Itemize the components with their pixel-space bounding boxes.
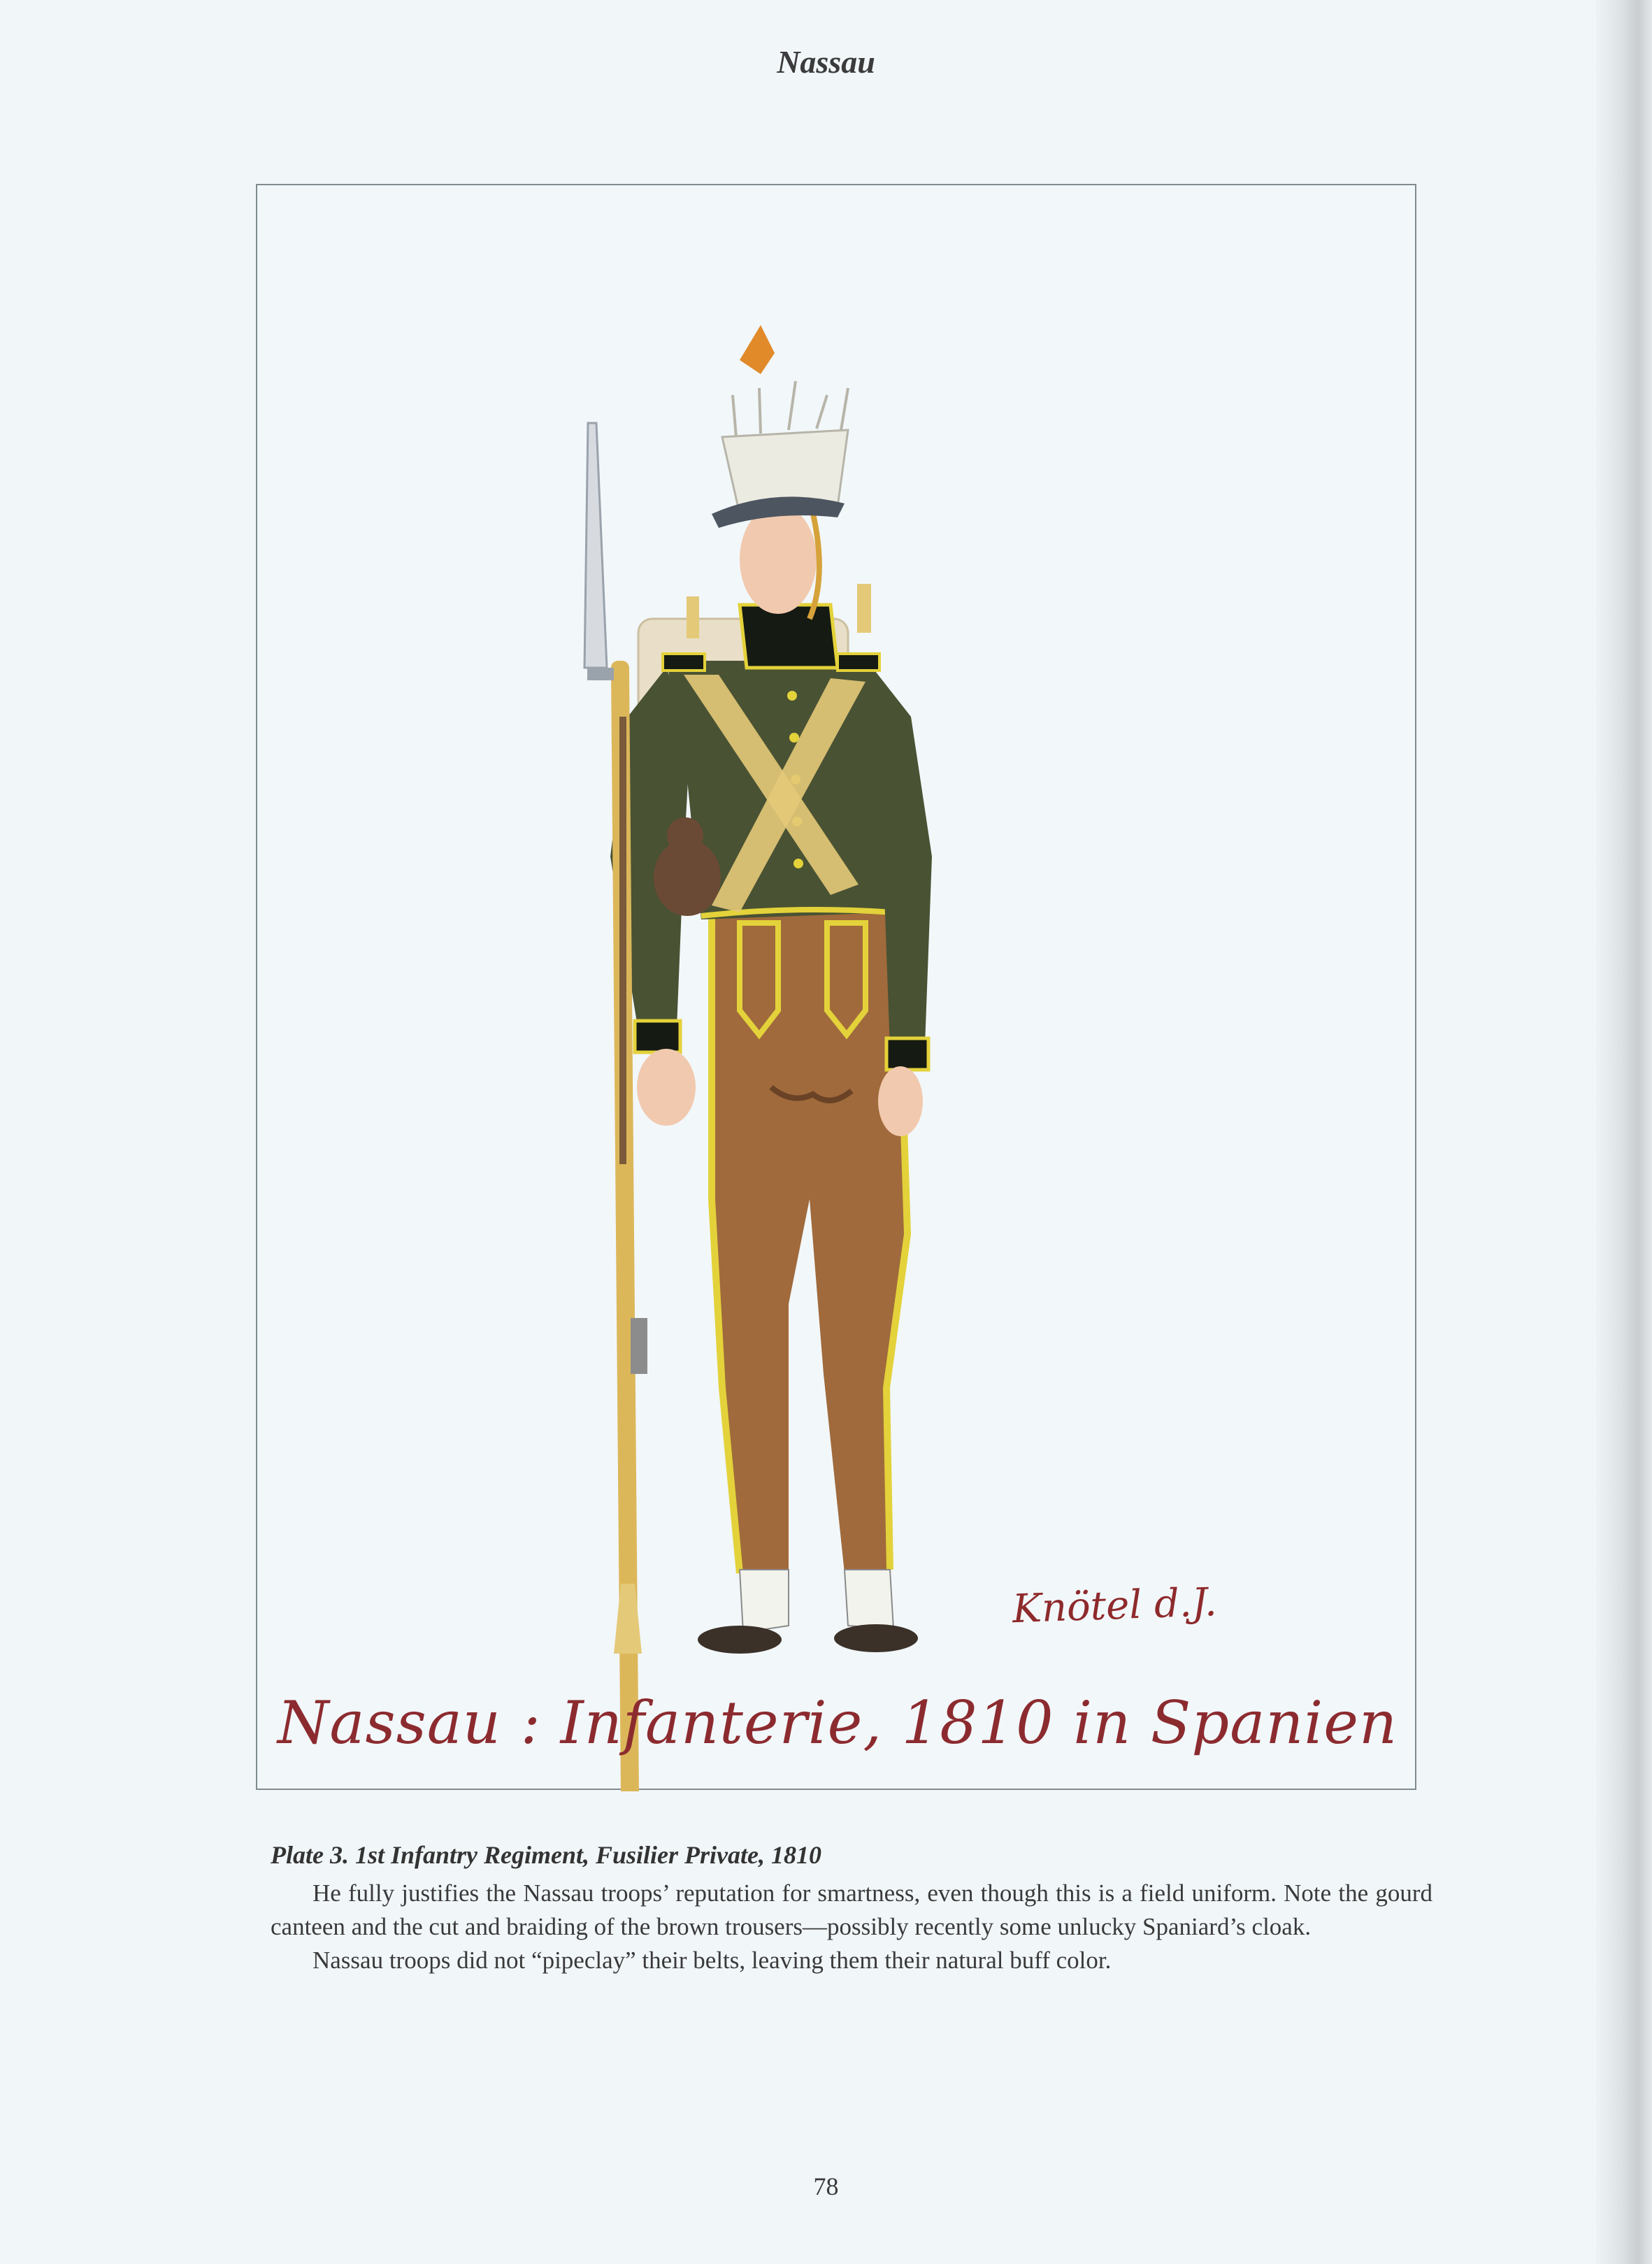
- book-spine-shadow: [1596, 0, 1652, 2264]
- plate-caption: [271, 1837, 1432, 1977]
- caption-title: Plate 3. 1st Infantry Regiment, Fusilier Private, 1810: [271, 1841, 822, 1869]
- plate-title: Nassau : Infanterie, 1810 in Spanien: [277, 1689, 1398, 1757]
- caption-paragraph-1: He fully justifies the Nassau troops’ reputation for smartness, even though this is a field uniform. Note the gourd canteen and the cut and braiding of the brown trousers—possibly recently some unlucky Spaniard’s cloak.: [271, 1879, 1432, 1940]
- page-number: 78: [813, 2172, 839, 2200]
- fusilier-illustration: [257, 185, 1418, 1791]
- running-head: Nassau: [777, 44, 875, 80]
- caption-paragraph-2: Nassau troops did not “pipeclay” their belts, leaving them their natural buff color.: [313, 1947, 1112, 1974]
- artist-signature: Knötel d.J.: [1011, 1579, 1218, 1633]
- plate-illustration-frame: [256, 184, 1416, 1790]
